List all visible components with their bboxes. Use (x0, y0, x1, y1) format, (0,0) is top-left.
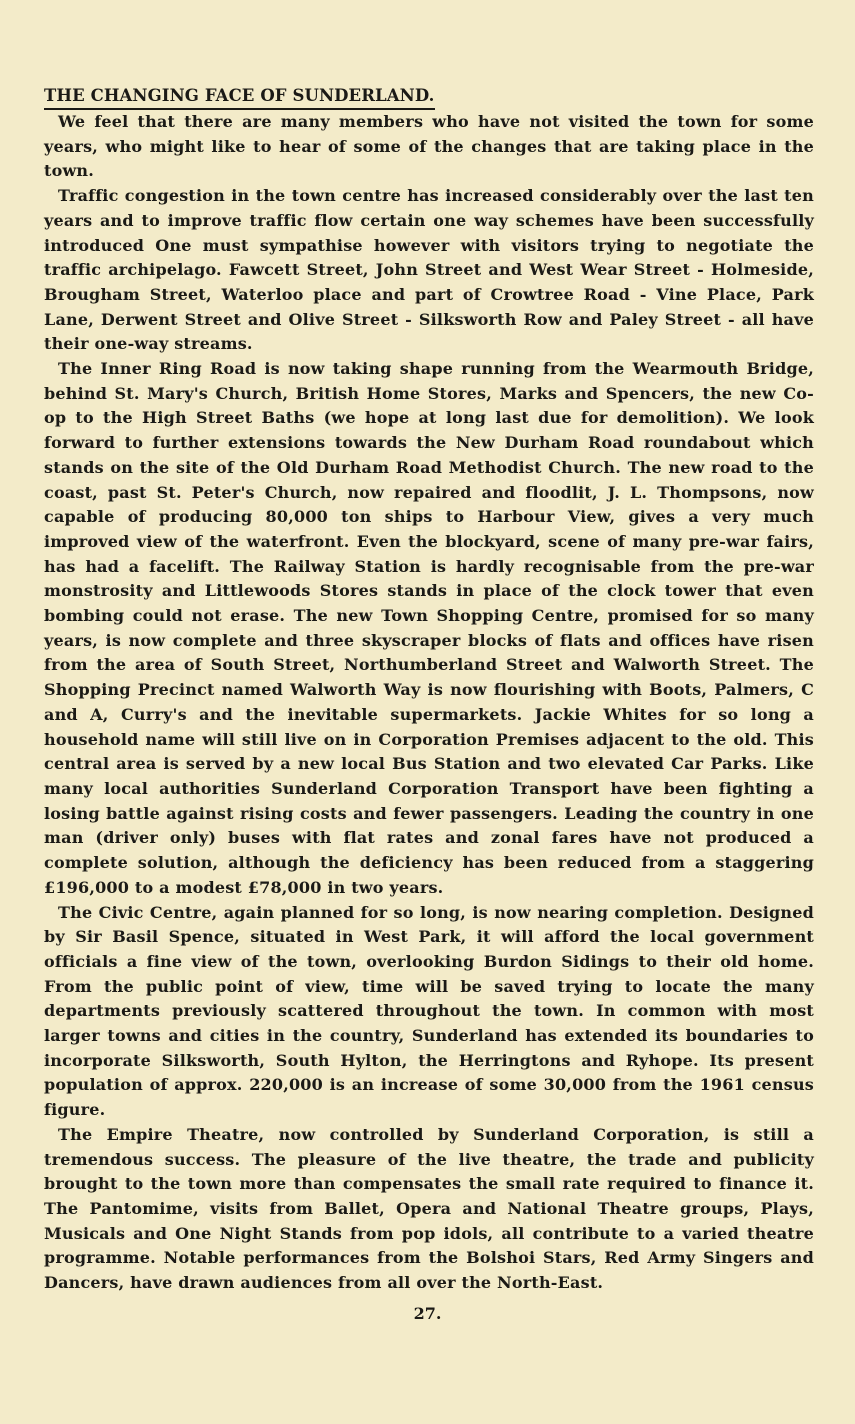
article-body (44, 84, 814, 1296)
paragraph-empire-theatre: The Empire Theatre, now controlled by Sunderland Corporation, is still a tremendous success. The pleasure of the live theatre, the trade and publicity brought to the town more than compensates the small rate required to finance it. The Pantomime, visits from Ballet, Opera and National Theatre groups, Plays, Musicals and One Night Stands from pop idols, all contribute to a varied theatre programme. Notable performances from the Bolshoi Stars, Red Army Singers and Dancers, have drawn audiences from all over the North-East. (44, 1124, 814, 1293)
article-title: THE CHANGING FACE OF SUNDERLAND. (44, 84, 435, 110)
paragraph-ring-road: The Inner Ring Road is now taking shape running from the Wearmouth Bridge, behind St. Mary's Church, British Home Stores, Marks and Spencers, the new Co-op to the High Street Baths (we hope at long last due for demolition). We look forward to further extensions towards the New Durham Road roundabout which stands on the site of the Old Durham Road Methodist Church. The new road to the coast, past St. Peter's Church, now repaired and floodlit, J. L. Thompsons, now capable of producing 80,000 ton ships to Harbour View, gives a very much improved view of the waterfront. Even the blockyard, scene of many pre-war fairs, has had a facelift. The Railway Station is hardly recognisable from the pre-war monstrosity and Littlewoods Stores stands in place of the clock tower that even bombing could not erase. The new Town Shopping Centre, promised for so many years, is now complete and three skyscraper blocks of flats and offices have risen from the area of South Street, Northumberland Street and Walworth Street. The Shopping Precinct named Walworth Way is now flourishing with Boots, Palmers, C and A, Curry's and the inevitable supermarkets. Jackie Whites for so long a household name will still live on in Corporation Premises adjacent to the old. This central area is served by a new local Bus Station and two elevated Car Parks. Like many local authorities Sunderland Corporation Transport have been fighting a losing battle against rising costs and fewer passengers. Leading the country in one man (driver only) buses with flat rates and zonal fares have not produced a complete solution, although the deficiency has been reduced from a staggering £196,000 to a modest £78,000 in two years. (44, 359, 814, 897)
page-number: 27. (413, 1304, 442, 1323)
paragraph-civic-centre: The Civic Centre, again planned for so long, is now nearing completion. Designed by Sir Basil Spence, situated in West Park, it will afford the local government officials a fine view of the town, overlooking Burdon Sidings to their old home. From the public point of view, time will be saved trying to locate the many departments previously scattered throughout the town. In common with most larger towns and cities in the country, Sunderland has extended its boundaries to incorporate Silksworth, South Hylton, the Herringtons and Ryhope. Its present population of approx. 220,000 is an increase of some 30,000 from the 1961 census figure. (44, 902, 814, 1120)
paragraph-traffic: Traffic congestion in the town centre has increased considerably over the last ten years and to improve traffic flow certain one way schemes have been successfully introduced One must sympathise however with visitors trying to negotiate the traffic archipelago. Fawcett Street, John Street and West Wear Street - Holmeside, Brougham Street, Waterloo place and part of Crowtree Road - Vine Place, Park Lane, Derwent Street and Olive Street - Silksworth Row and Paley Street - all have their one-way streams. (44, 186, 814, 354)
paragraph-intro: We feel that there are many members who have not visited the town for some years, who might like to hear of some of the changes that are taking place in the town. (44, 112, 814, 181)
